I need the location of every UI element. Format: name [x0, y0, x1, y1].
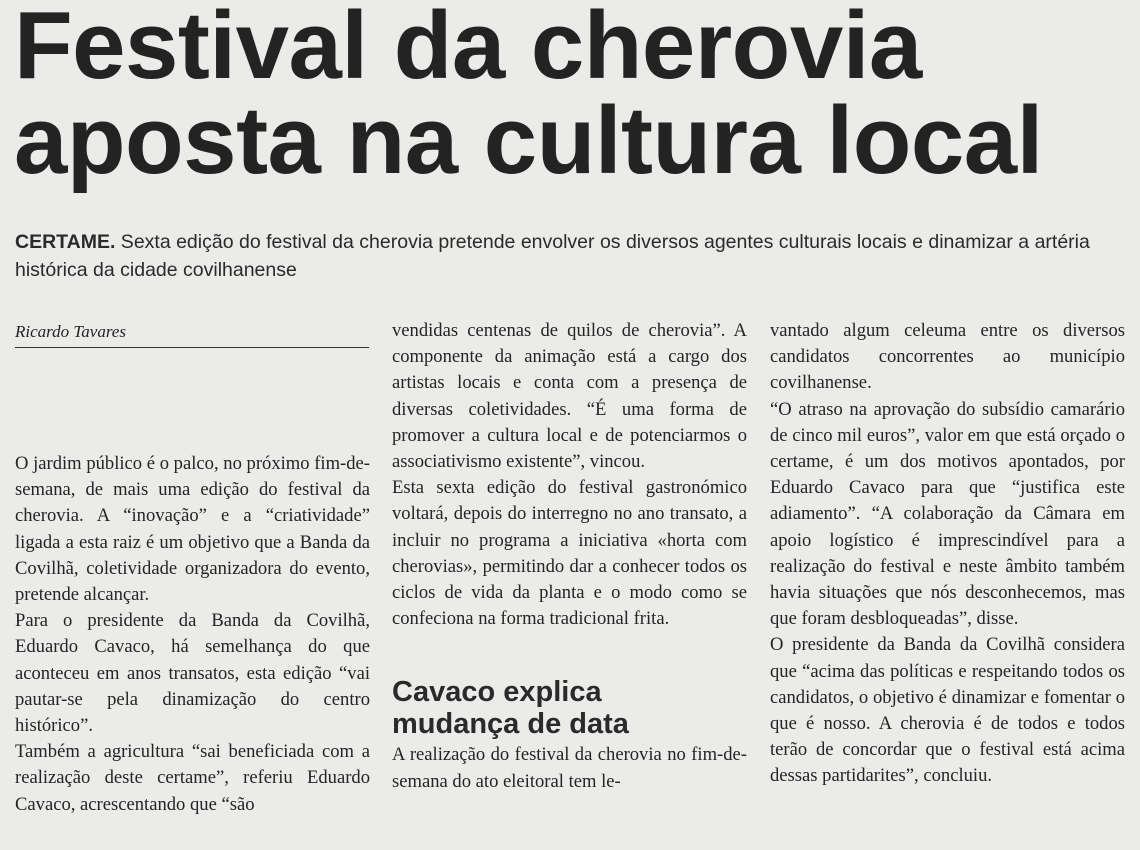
lead-text: Sexta edição do festival da cherovia pretende envolver os diversos agentes culturais locais e dinamizar a artéria histórica da cidade covilhanense: [15, 231, 1090, 281]
subheading-line-1: Cavaco explica: [392, 676, 602, 709]
article-column-2: [392, 318, 747, 795]
paragraph: A realização do festival da cherovia no fim-de-semana do ato eleitoral tem le-: [392, 744, 747, 792]
paragraph: Para o presidente da Banda da Covilhã, Eduardo Cavaco, há semelhança do que aconteceu em anos transatos, esta edição “vai pautar-se pela dinamização do centro histórico”.: [15, 610, 370, 737]
byline: Ricardo Tavares: [15, 322, 369, 348]
headline-line-1: Festival da cherovia: [14, 0, 922, 99]
paragraph: vantado algum celeuma entre os diversos candidatos concorrentes ao município covilhanense.: [770, 320, 1125, 394]
lead-kicker: CERTAME.: [15, 231, 116, 253]
section-subheading: [392, 676, 747, 740]
article-column-3: [770, 318, 1125, 790]
article-column-1: [15, 451, 370, 818]
paragraph: O presidente da Banda da Covilhã considera que “acima das políticas e respeitando todos os candidatos, o objetivo é dinamizar e fomentar o que é nosso. A cherovia é de todos e todos terão de concordar que o festival está acima dessas partidarites”, concluiu.: [770, 634, 1125, 787]
paragraph: “O atraso na aprovação do subsídio camarário de cinco mil euros”, valor em que está orçado o certame, é um dos motivos apontados, por Eduardo Cavaco para que “justifica este adiamento”. “A colaboração da Câmara em apoio logístico é imprescindível para a realização do festival e neste âmbito também havia situações que nós desconhecemos, mas que foram desbloqueadas”, disse.: [770, 398, 1125, 630]
paragraph: vendidas centenas de quilos de cherovia”. A componente da animação está a cargo dos artistas locais e conta com a presença de diversas coletividades. “É uma forma de promover a cultura local e de potenciarmos o associativismo existente”, vincou.: [392, 320, 747, 473]
paragraph: Esta sexta edição do festival gastronómico voltará, depois do interregno no ano transato, a incluir no programa a iniciativa «horta com cherovias», permitindo dar a conhecer todos os ciclos de vida da planta e o modo como se confeciona na forma tradicional frita.: [392, 477, 747, 630]
article-lead: [15, 228, 1127, 284]
headline-line-2: aposta na cultura local: [14, 87, 1043, 194]
paragraph: Também a agricultura “sai beneficiada com a realização deste certame”, referiu Eduardo Cavaco, acrescentando que “são: [15, 741, 370, 815]
subheading-line-2: mudança de data: [392, 708, 629, 741]
article-headline: [14, 0, 1124, 194]
paragraph: O jardim público é o palco, no próximo fim-de-semana, de mais uma edição do festival da cherovia. A “inovação” e a “criatividade” ligada a esta raiz é um objetivo que a Banda da Covilhã, coletividade organizadora do evento, pretende alcançar.: [15, 453, 370, 606]
